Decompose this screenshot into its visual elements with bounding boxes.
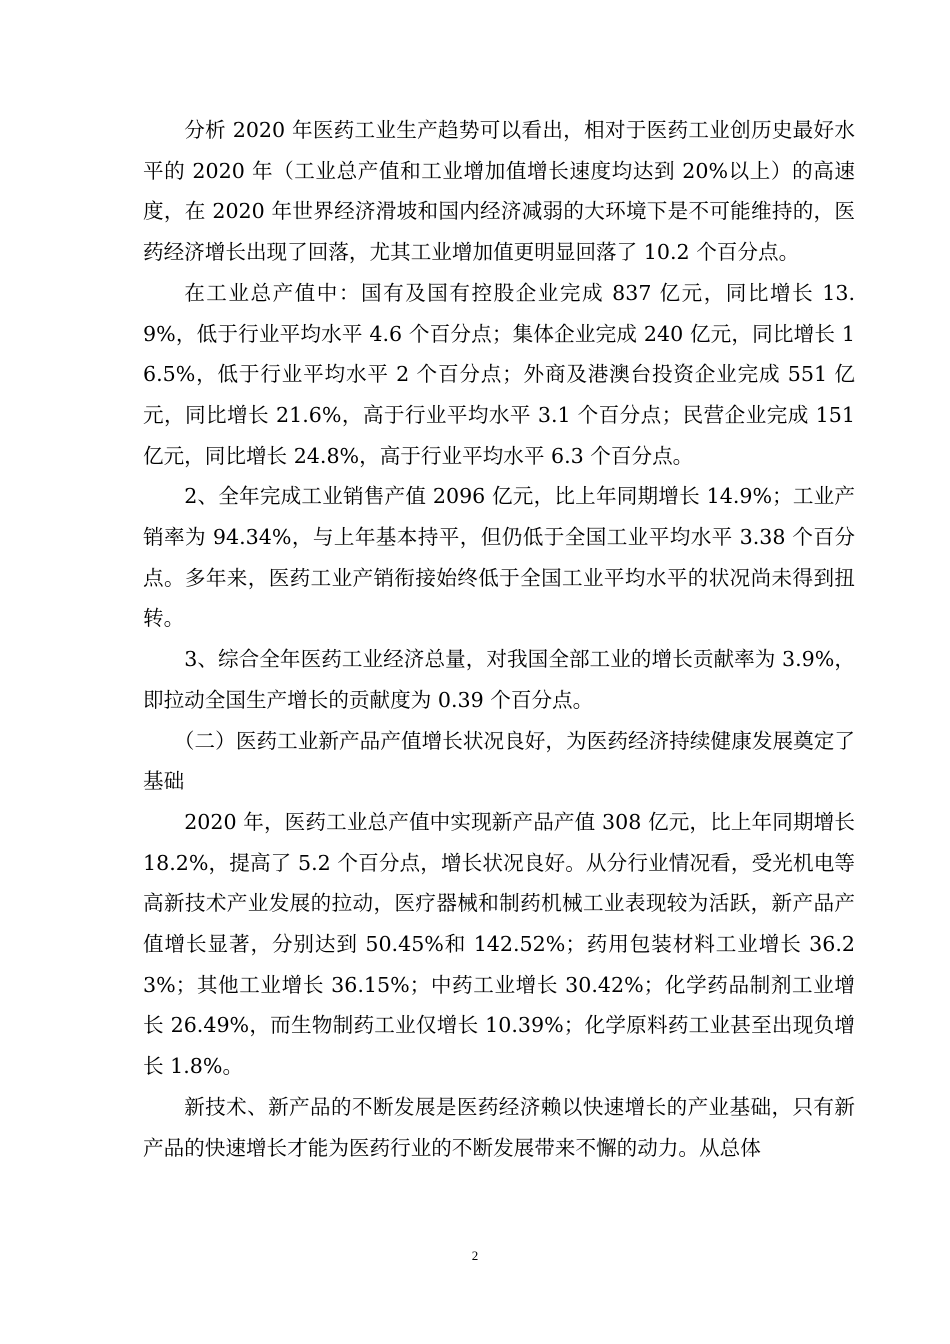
paragraph-new-product-value: 2020 年，医药工业总产值中实现新产品产值 308 亿元，比上年同期增长 18.2%，提高了 5.2 个百分点，增长状况良好。从分行业情况看，受光机电等高新技术产业发展的拉动，医疗器械和制药机械工业表现较为活跃，新产品产值增长显著，分别达到 50.45%和 142.52%；药用包装材料工业增长 36.23%；其他工业增长 36.15%；中药工业增长 30.42%；化学药品制剂工业增长 26.49%，而生物制药工业仅增长 10.39%；化学原料药工业甚至出现负增长 1.8%。 [143, 809, 855, 1079]
paragraph-production-trend: 分析 2020 年医药工业生产趋势可以看出，相对于医药工业创历史最好水平的 2020 年（工业总产值和工业增加值增长速度均达到 20%以上）的高速度，在 2020 年世界经济滑坡和国内经济减弱的大环境下是不可能维持的，医药经济增长出现了回落，尤其工业增加值更明显回落了 10.2 个百分点。 [143, 118, 855, 265]
paragraph-sales-value: 2、全年完成工业销售产值 2096 亿元，比上年同期增长 14.9%；工业产销率为 94.34%，与上年基本持平，但仍低于全国工业平均水平 3.38 个百分点。多年来，医药工业产销衔接始终低于全国工业平均水平的状况尚未得到扭转。 [143, 484, 855, 631]
paragraph-output-by-ownership: 在工业总产值中：国有及国有控股企业完成 837 亿元，同比增长 13.9%，低于行业平均水平 4.6 个百分点；集体企业完成 240 亿元，同比增长 16.5%，低于行业平均水平 2 个百分点；外商及港澳台投资企业完成 551 亿元，同比增长 21.6%，高于行业平均水平 3.1 个百分点；民营企业完成 151 亿元，同比增长 24.8%，高于行业平均水平 6.3 个百分点。 [143, 280, 855, 468]
body-text [143, 110, 855, 1168]
paragraph-new-technology: 新技术、新产品的不断发展是医药经济赖以快速增长的产业基础，只有新产品的快速增长才能为医药行业的不断发展带来不懈的动力。从总体 [143, 1094, 855, 1160]
paragraph-contribution-rate: 3、综合全年医药工业经济总量，对我国全部工业的增长贡献率为 3.9%，即拉动全国生产增长的贡献度为 0.39 个百分点。 [143, 647, 855, 712]
page-number: 2 [471, 1248, 479, 1263]
section-heading-new-products: （二）医药工业新产品产值增长状况良好，为医药经济持续健康发展奠定了基础 [143, 728, 855, 794]
